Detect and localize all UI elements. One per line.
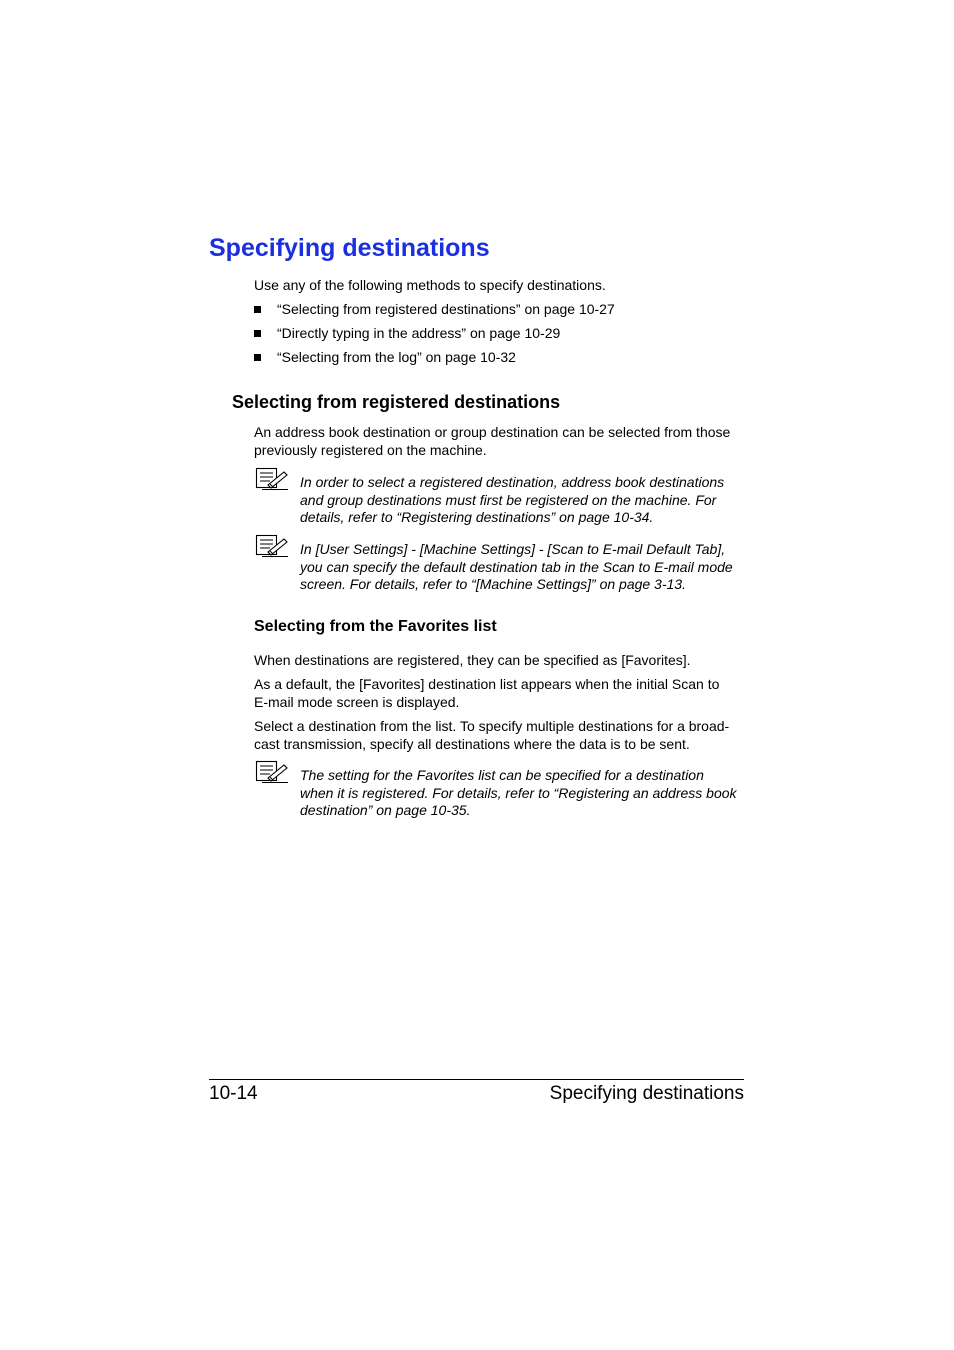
list-item-text: “Selecting from registered destinations” on page 10-27 bbox=[277, 301, 615, 317]
note-line: details, refer to “Registering destinations” on page 10-34. bbox=[300, 509, 654, 525]
memo-pencil-icon bbox=[254, 467, 290, 491]
note-line: In [User Settings] - [Machine Settings] - [Scan to E-mail Default Tab], bbox=[300, 541, 726, 557]
subsection-paragraph: When destinations are registered, they can be specified as [Favorites]. bbox=[254, 652, 691, 668]
memo-pencil-icon bbox=[254, 760, 290, 784]
note-line: In order to select a registered destination, address book destinations bbox=[300, 474, 725, 490]
note-text bbox=[300, 541, 733, 594]
paragraph-line: Select a destination from the list. To specify multiple destinations for a broad- bbox=[254, 718, 730, 734]
page-number: 10-14 bbox=[209, 1083, 258, 1104]
page-title: Specifying destinations bbox=[209, 234, 490, 262]
bullet-square-icon bbox=[254, 330, 261, 337]
note-line: The setting for the Favorites list can be specified for a destination bbox=[300, 767, 704, 783]
paragraph-line: As a default, the [Favorites] destination list appears when the initial Scan to bbox=[254, 676, 720, 692]
note-line: destination” on page 10-35. bbox=[300, 802, 471, 818]
list-item-text: “Directly typing in the address” on page 10-29 bbox=[277, 325, 561, 341]
note-text bbox=[300, 767, 737, 820]
footer-chapter-title: Specifying destinations bbox=[549, 1083, 744, 1104]
paragraph-line: E-mail mode screen is displayed. bbox=[254, 693, 460, 710]
note-line: screen. For details, refer to “[Machine Settings]” on page 3-13. bbox=[300, 576, 686, 592]
paragraph-line: An address book destination or group destination can be selected from those bbox=[254, 424, 731, 440]
intro-text: Use any of the following methods to specify destinations. bbox=[254, 277, 606, 293]
list-item-text: “Selecting from the log” on page 10-32 bbox=[277, 349, 516, 365]
paragraph-line: cast transmission, specify all destinations where the data is to be sent. bbox=[254, 735, 690, 752]
section-paragraph bbox=[254, 424, 730, 459]
note-line: you can specify the default destination tab in the Scan to E-mail mode bbox=[300, 558, 733, 575]
bullet-square-icon bbox=[254, 306, 261, 313]
note-line: when it is registered. For details, refer to “Registering an address book bbox=[300, 784, 737, 801]
subsection-paragraph bbox=[254, 676, 719, 711]
section-heading: Selecting from registered destinations bbox=[232, 392, 561, 412]
subsection-heading: Selecting from the Favorites list bbox=[254, 618, 497, 635]
paragraph-line: previously registered on the machine. bbox=[254, 441, 487, 458]
note-text bbox=[300, 474, 724, 527]
memo-pencil-icon bbox=[254, 534, 290, 558]
footer-rule bbox=[209, 1079, 744, 1080]
bullet-square-icon bbox=[254, 354, 261, 361]
subsection-paragraph bbox=[254, 718, 729, 753]
note-line: and group destinations must first be registered on the machine. For bbox=[300, 491, 717, 508]
